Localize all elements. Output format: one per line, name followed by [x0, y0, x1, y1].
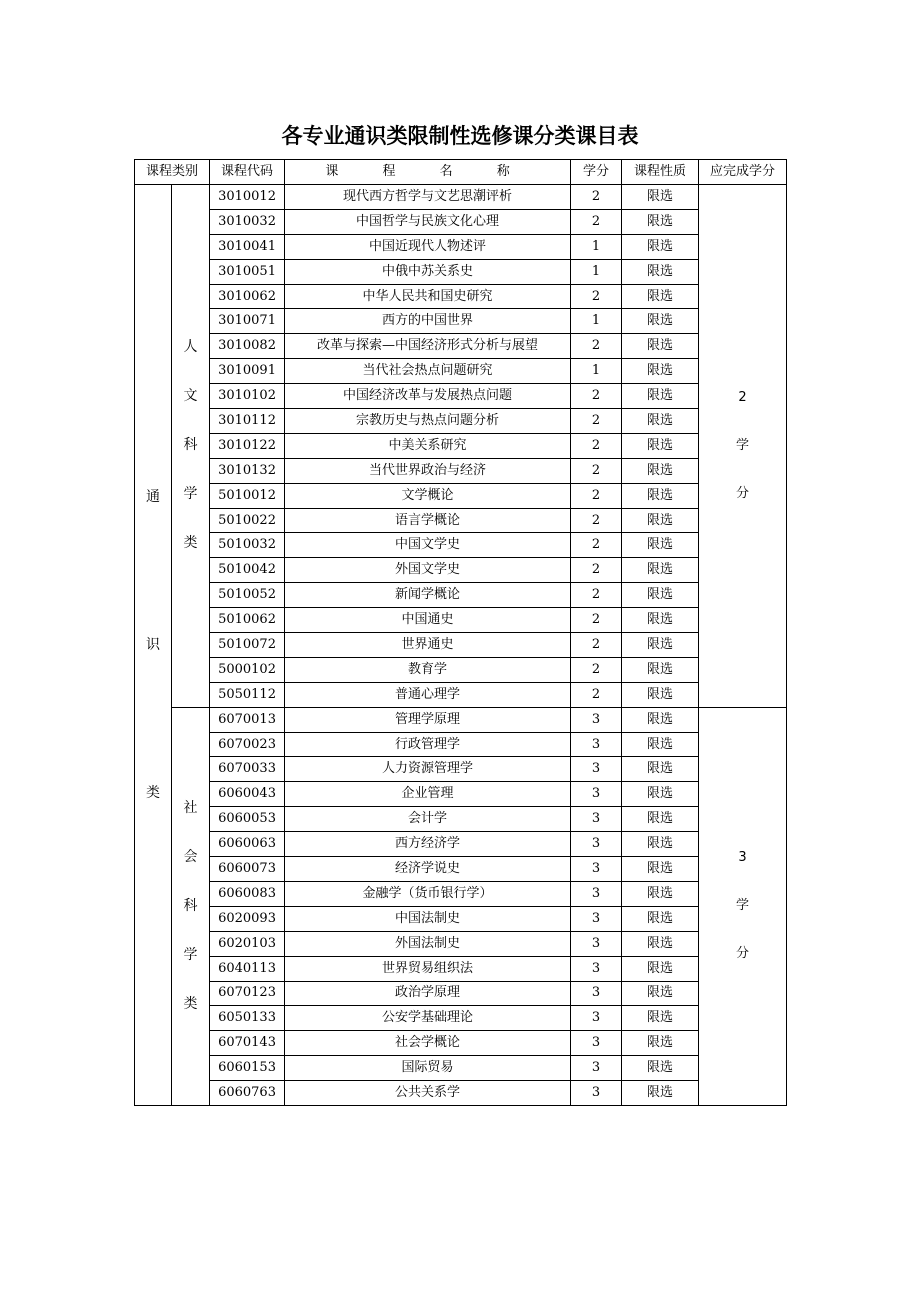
group-label-cell: [172, 185, 210, 708]
course-code: 6070143: [210, 1031, 285, 1056]
course-name: 中国通史: [285, 608, 571, 633]
table-row: [135, 857, 787, 882]
course-nature: 限选: [622, 533, 699, 558]
course-credits: 2: [571, 633, 622, 658]
table-row: [135, 956, 787, 981]
group-label: [183, 784, 199, 1029]
required-credits-char: 学: [736, 437, 750, 453]
course-name: 企业管理: [285, 782, 571, 807]
table-row: [135, 782, 787, 807]
table-row: [135, 807, 787, 832]
course-code: 6060053: [210, 807, 285, 832]
course-credits: 3: [571, 1031, 622, 1056]
table-row: [135, 234, 787, 259]
course-nature: 限选: [622, 433, 699, 458]
course-nature: 限选: [622, 284, 699, 309]
course-credits: 2: [571, 608, 622, 633]
table-row: [135, 309, 787, 334]
course-name: 当代社会热点问题研究: [285, 359, 571, 384]
course-nature: 限选: [622, 832, 699, 857]
course-name: 中国法制史: [285, 906, 571, 931]
table-row: [135, 1031, 787, 1056]
table-row: [135, 732, 787, 757]
table-row: [135, 1006, 787, 1031]
required-credits-cell: [699, 185, 787, 708]
page-title: 各专业通识类限制性选修课分类课目表: [281, 124, 639, 148]
course-code: 3010032: [210, 209, 285, 234]
course-code: 6020103: [210, 931, 285, 956]
table-row: [135, 483, 787, 508]
course-code: 6060073: [210, 857, 285, 882]
course-nature: 限选: [622, 682, 699, 707]
course-name: 语言学概论: [285, 508, 571, 533]
group-label-char: 人: [183, 339, 198, 356]
course-name: 公共关系学: [285, 1081, 571, 1106]
course-code: 5010052: [210, 583, 285, 608]
course-credits: 2: [571, 682, 622, 707]
course-credits: 3: [571, 832, 622, 857]
course-credits: 2: [571, 458, 622, 483]
course-name: 外国法制史: [285, 931, 571, 956]
course-credits: 2: [571, 558, 622, 583]
table-row: [135, 1056, 787, 1081]
course-credits: 2: [571, 583, 622, 608]
required-credits-char: 分: [736, 485, 750, 501]
main-category-label-char: 通: [146, 488, 160, 505]
required-credits-char: 3: [738, 850, 747, 866]
table-row: [135, 682, 787, 707]
table-row: [135, 458, 787, 483]
course-nature: 限选: [622, 309, 699, 334]
course-nature: 限选: [622, 1031, 699, 1056]
course-name: 公安学基础理论: [285, 1006, 571, 1031]
course-code: 5010022: [210, 508, 285, 533]
table-row: [135, 284, 787, 309]
course-credits: 3: [571, 807, 622, 832]
table-row: [135, 608, 787, 633]
course-credits: 3: [571, 857, 622, 882]
course-credits: 2: [571, 533, 622, 558]
course-name: 外国文学史: [285, 558, 571, 583]
course-nature: 限选: [622, 483, 699, 508]
course-name: 国际贸易: [285, 1056, 571, 1081]
course-nature: 限选: [622, 458, 699, 483]
course-code: 5000102: [210, 657, 285, 682]
group-label-char: 科: [183, 437, 198, 454]
header-credits: 学分: [571, 160, 622, 185]
course-name: 中华人民共和国史研究: [285, 284, 571, 309]
course-nature: 限选: [622, 633, 699, 658]
table-row: [135, 533, 787, 558]
group-label-char: 科: [183, 897, 198, 914]
course-code: 6070123: [210, 981, 285, 1006]
course-code: 6020093: [210, 906, 285, 931]
main-category-label: [145, 423, 161, 867]
course-credits: 2: [571, 334, 622, 359]
course-table-body: [135, 185, 787, 1106]
course-name: 中国近现代人物述评: [285, 234, 571, 259]
course-name: 中国文学史: [285, 533, 571, 558]
header-required: 应完成学分: [699, 160, 787, 185]
course-code: 3010071: [210, 309, 285, 334]
course-name: 世界贸易组织法: [285, 956, 571, 981]
course-code: 5010042: [210, 558, 285, 583]
course-credits: 3: [571, 956, 622, 981]
group-label-char: 学: [183, 946, 198, 963]
main-category-cell: [135, 185, 172, 1106]
required-credits-cell: [699, 707, 787, 1105]
course-name: 中俄中苏关系史: [285, 259, 571, 284]
course-code: 3010051: [210, 259, 285, 284]
course-credits: 3: [571, 931, 622, 956]
course-name: 金融学（货币银行学）: [285, 881, 571, 906]
required-credits-char: 2: [738, 389, 747, 405]
course-code: 6060763: [210, 1081, 285, 1106]
course-credits: 2: [571, 284, 622, 309]
course-code: 3010012: [210, 185, 285, 210]
course-nature: 限选: [622, 334, 699, 359]
course-name: 西方经济学: [285, 832, 571, 857]
course-credits: 3: [571, 906, 622, 931]
table-row: [135, 931, 787, 956]
course-name: 现代西方哲学与文艺思潮评析: [285, 185, 571, 210]
course-nature: 限选: [622, 583, 699, 608]
course-credits: 3: [571, 757, 622, 782]
course-credits: 1: [571, 259, 622, 284]
table-row: [135, 259, 787, 284]
course-name: 行政管理学: [285, 732, 571, 757]
course-credits: 2: [571, 657, 622, 682]
course-code: 3010102: [210, 384, 285, 409]
group-label-char: 文: [183, 388, 198, 405]
course-name: 管理学原理: [285, 707, 571, 732]
course-credits: 1: [571, 359, 622, 384]
header-row: [135, 160, 787, 185]
course-name: 西方的中国世界: [285, 309, 571, 334]
course-credits: 2: [571, 185, 622, 210]
course-code: 5010062: [210, 608, 285, 633]
table-row: [135, 558, 787, 583]
header-name: 课 程 名 称: [285, 160, 571, 185]
course-code: 3010112: [210, 409, 285, 434]
course-nature: 限选: [622, 384, 699, 409]
table-row: [135, 657, 787, 682]
main-category-label-char: 类: [146, 784, 160, 801]
course-code: 6060153: [210, 1056, 285, 1081]
group-label-char: 会: [183, 848, 198, 865]
course-code: 6050133: [210, 1006, 285, 1031]
table-row: [135, 409, 787, 434]
course-name: 改革与探索—中国经济形式分析与展望: [285, 334, 571, 359]
course-credits: 2: [571, 209, 622, 234]
course-code: 6060043: [210, 782, 285, 807]
group-label: [183, 323, 199, 568]
course-code: 6070033: [210, 757, 285, 782]
table-row: [135, 433, 787, 458]
course-code: 6070013: [210, 707, 285, 732]
course-name: 政治学原理: [285, 981, 571, 1006]
course-credits: 3: [571, 1081, 622, 1106]
course-code: 5010032: [210, 533, 285, 558]
header-nature: 课程性质: [622, 160, 699, 185]
table-row: [135, 359, 787, 384]
course-nature: 限选: [622, 185, 699, 210]
group-label-char: 社: [183, 799, 198, 816]
group-label-cell: [172, 707, 210, 1105]
course-nature: 限选: [622, 234, 699, 259]
course-code: 6040113: [210, 956, 285, 981]
course-nature: 限选: [622, 981, 699, 1006]
course-nature: 限选: [622, 782, 699, 807]
course-name: 新闻学概论: [285, 583, 571, 608]
course-nature: 限选: [622, 807, 699, 832]
required-credits: [735, 374, 751, 518]
course-nature: 限选: [622, 209, 699, 234]
course-credits: 1: [571, 234, 622, 259]
course-credits: 3: [571, 707, 622, 732]
course-credits: 2: [571, 483, 622, 508]
course-credits: 3: [571, 881, 622, 906]
course-name: 会计学: [285, 807, 571, 832]
course-nature: 限选: [622, 956, 699, 981]
course-nature: 限选: [622, 931, 699, 956]
table-row: [135, 707, 787, 732]
course-credits: 3: [571, 782, 622, 807]
course-code: 6060063: [210, 832, 285, 857]
course-credits: 3: [571, 981, 622, 1006]
course-credits: 3: [571, 1056, 622, 1081]
course-code: 6070023: [210, 732, 285, 757]
group-label-char: 类: [183, 535, 198, 552]
course-code: 3010132: [210, 458, 285, 483]
course-nature: 限选: [622, 508, 699, 533]
course-credits: 3: [571, 1006, 622, 1031]
course-nature: 限选: [622, 1006, 699, 1031]
course-credits: 2: [571, 384, 622, 409]
course-nature: 限选: [622, 359, 699, 384]
course-code: 3010091: [210, 359, 285, 384]
table-row: [135, 583, 787, 608]
course-name: 中国经济改革与发展热点问题: [285, 384, 571, 409]
table-row: [135, 881, 787, 906]
course-nature: 限选: [622, 1081, 699, 1106]
course-nature: 限选: [622, 857, 699, 882]
course-credits: 2: [571, 433, 622, 458]
course-nature: 限选: [622, 707, 699, 732]
course-name: 普通心理学: [285, 682, 571, 707]
course-name: 经济学说史: [285, 857, 571, 882]
table-row: [135, 757, 787, 782]
course-name: 文学概论: [285, 483, 571, 508]
course-code: 6060083: [210, 881, 285, 906]
table-row: [135, 334, 787, 359]
course-nature: 限选: [622, 1056, 699, 1081]
group-label-char: 类: [183, 995, 198, 1012]
course-nature: 限选: [622, 906, 699, 931]
group-label-char: 学: [183, 486, 198, 503]
course-nature: 限选: [622, 881, 699, 906]
table-row: [135, 633, 787, 658]
course-name: 宗教历史与热点问题分析: [285, 409, 571, 434]
course-nature: 限选: [622, 732, 699, 757]
course-name: 社会学概论: [285, 1031, 571, 1056]
course-name: 当代世界政治与经济: [285, 458, 571, 483]
course-code: 3010062: [210, 284, 285, 309]
required-credits: [735, 834, 751, 978]
course-nature: 限选: [622, 757, 699, 782]
table-row: [135, 981, 787, 1006]
course-nature: 限选: [622, 558, 699, 583]
table-row: [135, 906, 787, 931]
header-code: 课程代码: [210, 160, 285, 185]
table-row: [135, 1081, 787, 1106]
table-row: [135, 508, 787, 533]
course-credits: 1: [571, 309, 622, 334]
table-row: [135, 185, 787, 210]
header-category: 课程类别: [135, 160, 210, 185]
course-code: 5010072: [210, 633, 285, 658]
course-name: 教育学: [285, 657, 571, 682]
course-credits: 2: [571, 508, 622, 533]
table-row: [135, 209, 787, 234]
course-nature: 限选: [622, 657, 699, 682]
required-credits-char: 分: [736, 946, 750, 962]
course-code: 3010082: [210, 334, 285, 359]
course-name: 中国哲学与民族文化心理: [285, 209, 571, 234]
course-nature: 限选: [622, 259, 699, 284]
course-table: [134, 159, 787, 1106]
course-name: 中美关系研究: [285, 433, 571, 458]
required-credits-char: 学: [736, 898, 750, 914]
course-name: 人力资源管理学: [285, 757, 571, 782]
course-code: 5010012: [210, 483, 285, 508]
course-code: 5050112: [210, 682, 285, 707]
table-row: [135, 384, 787, 409]
course-credits: 3: [571, 732, 622, 757]
course-code: 3010122: [210, 433, 285, 458]
course-code: 3010041: [210, 234, 285, 259]
table-row: [135, 832, 787, 857]
course-nature: 限选: [622, 608, 699, 633]
course-name: 世界通史: [285, 633, 571, 658]
main-category-label-char: 识: [146, 636, 160, 653]
course-nature: 限选: [622, 409, 699, 434]
course-credits: 2: [571, 409, 622, 434]
